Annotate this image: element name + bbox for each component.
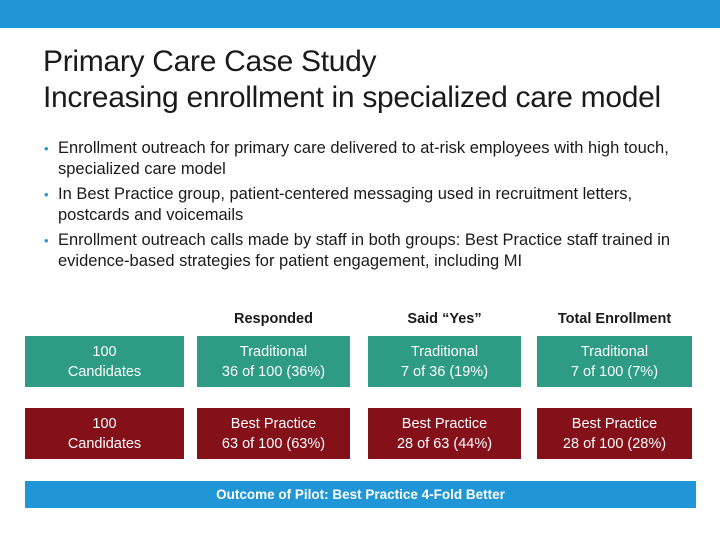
best-practice-responded-box — [197, 408, 350, 459]
traditional-said-yes-box — [368, 336, 521, 387]
box-line-2: 7 of 36 (19%) — [400, 363, 489, 380]
box-line-1: Traditional — [239, 343, 308, 360]
best-practice-candidates-box — [25, 408, 184, 459]
box-line-2: Candidates — [67, 363, 142, 380]
bullet-text: In Best Practice group, patient-centered messaging used in recruitment letters, postcards and voicemails — [58, 185, 633, 224]
box-line-2: 28 of 63 (44%) — [396, 435, 493, 452]
box-line-1: Traditional — [410, 343, 479, 360]
bullet-item — [44, 230, 704, 272]
box-line-2: 7 of 100 (7%) — [570, 363, 659, 380]
box-line-1: Best Practice — [571, 415, 658, 432]
box-line-2: 36 of 100 (36%) — [221, 363, 326, 380]
box-line-2: Candidates — [67, 435, 142, 452]
traditional-candidates-box — [25, 336, 184, 387]
traditional-responded-box — [197, 336, 350, 387]
box-line-1: Best Practice — [401, 415, 488, 432]
best-practice-said-yes-box — [368, 408, 521, 459]
column-header-said-yes: Said “Yes” — [407, 311, 482, 327]
top-accent-bar — [0, 0, 720, 28]
box-line-2: 63 of 100 (63%) — [221, 435, 326, 452]
slide-title-line-1: Primary Care Case Study — [43, 45, 377, 78]
box-line-1: 100 — [92, 343, 117, 360]
traditional-total-enrollment-box — [537, 336, 692, 387]
bullet-item — [44, 138, 704, 180]
box-line-1: Best Practice — [230, 415, 317, 432]
column-header-responded: Responded — [234, 311, 313, 327]
bullet-text: Enrollment outreach calls made by staff in both groups: Best Practice staff trained in evidence-based strategies for patient engagement, including MI — [58, 231, 671, 270]
best-practice-total-enrollment-box — [537, 408, 692, 459]
bullet-text: Enrollment outreach for primary care delivered to at-risk employees with high touch, specialized care model — [58, 139, 669, 178]
box-line-1: 100 — [92, 415, 117, 432]
slide-title — [43, 44, 703, 116]
bullet-list — [44, 138, 704, 276]
column-header-total-enrollment: Total Enrollment — [557, 311, 672, 327]
bullet-dot-icon: • — [44, 233, 49, 248]
box-line-2: 28 of 100 (28%) — [562, 435, 667, 452]
bullet-dot-icon: • — [44, 141, 49, 156]
box-line-1: Traditional — [580, 343, 649, 360]
bullet-item — [44, 184, 704, 226]
slide-title-line-2: Increasing enrollment in specialized care model — [43, 81, 661, 114]
outcome-banner: Outcome of Pilot: Best Practice 4-Fold Better — [25, 481, 696, 508]
bullet-dot-icon: • — [44, 187, 49, 202]
